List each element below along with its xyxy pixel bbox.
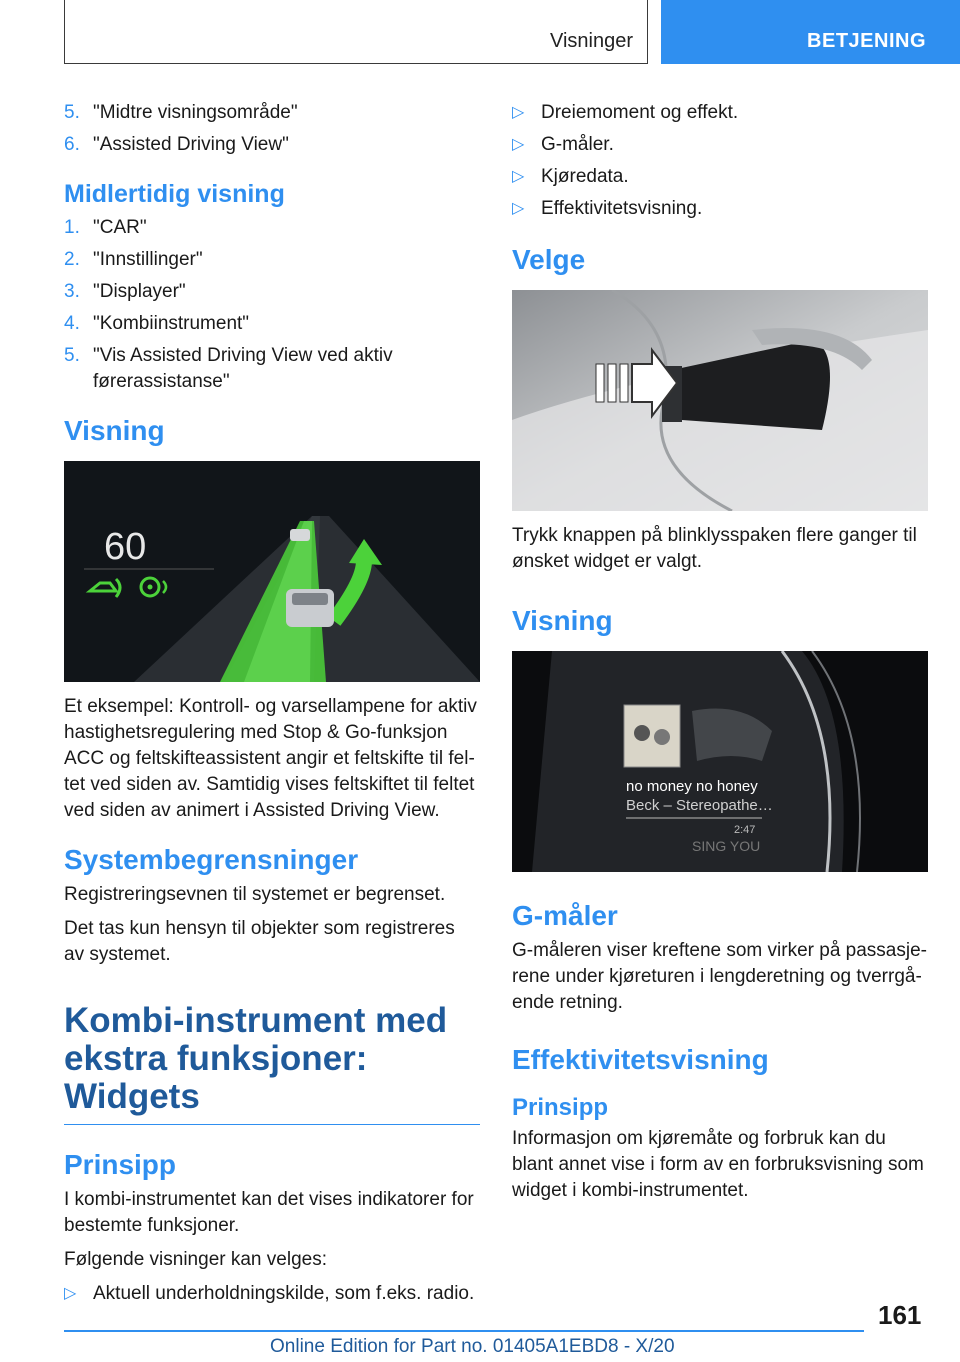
header-chapter-tab — [661, 0, 960, 64]
header-chapter-title: BETJENING — [807, 30, 926, 52]
heading-widgets: Kombi-instrument med ekstra funksjoner: Widgets — [64, 1002, 480, 1125]
list-item — [512, 196, 928, 222]
footer-edition: Online Edition for Part no. 01405A1EBD8 - X/20 — [270, 1336, 675, 1357]
select-caption: Trykk knappen på blinklysspaken flere ganger til ønsket widget er valgt. — [512, 525, 917, 572]
background-text: SING YOU — [692, 838, 761, 854]
left-column — [64, 100, 480, 1313]
list-text: "Vis Assisted Driving View ved aktiv førerassistanse" — [93, 345, 393, 392]
footer-rule — [64, 1330, 864, 1332]
list-text: Aktuell underholdningskilde, som f.eks. radio. — [93, 1283, 475, 1304]
list-number: 5. — [64, 345, 80, 366]
list-number: 4. — [64, 313, 80, 334]
triangle-bullet-icon: ▷ — [512, 200, 525, 217]
figure1-caption: Et eksempel: Kontroll- og varsellampene for aktiv hastighetsregulering med Stop & Go-funksjon ACC og feltskifteassistent angir et feltskifte til fel-tet ved siden av. Samtidig vises feltskiftet til feltet ved siden av animert i Assisted Driving View. — [64, 696, 477, 821]
list-item — [512, 132, 928, 158]
list-text: "Midtre visningsområde" — [93, 102, 298, 123]
track-time: 2:47 — [734, 824, 756, 836]
heading-temporary-view: Midlertidig visning — [64, 180, 285, 208]
triangle-bullet-icon: ▷ — [64, 1285, 77, 1302]
limits-paragraph-1: Registreringsevnen til systemet er begrenset. — [64, 884, 446, 905]
list-item — [64, 132, 480, 158]
media-widget-figure — [512, 651, 928, 872]
heading-visning-left: Visning — [64, 415, 165, 446]
list-number: 6. — [64, 134, 80, 155]
assisted-driving-view-figure — [64, 461, 480, 682]
triangle-bullet-icon: ▷ — [512, 168, 525, 185]
header-section-box — [64, 0, 648, 64]
temporary-view-steps — [64, 215, 480, 395]
list-number: 3. — [64, 281, 80, 302]
list-text: "Displayer" — [93, 281, 186, 302]
speed-readout: 60 — [104, 526, 147, 568]
triangle-bullet-icon: ▷ — [512, 136, 525, 153]
track-artist: Beck – Stereopathe… — [626, 797, 773, 814]
list-item — [64, 311, 480, 337]
heading-principle-left: Prinsipp — [64, 1149, 177, 1180]
track-title: no money no honey — [626, 778, 758, 795]
choices-list-right — [512, 100, 928, 222]
choices-list-left — [64, 1281, 480, 1307]
list-item — [64, 279, 480, 305]
page-number: 161 — [878, 1300, 922, 1330]
heading-select: Velge — [512, 244, 586, 275]
heading-principle-right: Prinsipp — [512, 1094, 609, 1121]
list-text: "Innstillinger" — [93, 249, 203, 270]
list-number: 2. — [64, 249, 80, 270]
list-text: "CAR" — [93, 217, 147, 238]
list-item — [64, 215, 480, 241]
list-item — [512, 100, 928, 126]
principle-paragraph: I kombi-instrumentet kan det vises indikatorer for bestemte funksjoner. — [64, 1189, 474, 1236]
list-text: "Kombiinstrument" — [93, 313, 250, 334]
list-text: Dreiemoment og effekt. — [541, 102, 739, 123]
list-text: "Assisted Driving View" — [93, 134, 289, 155]
list-item — [64, 1281, 480, 1307]
list-item — [64, 100, 480, 126]
heading-efficiency: Effektivitetsvisning — [512, 1044, 769, 1075]
list-item — [64, 247, 480, 273]
right-column — [512, 100, 928, 1212]
gmeter-paragraph: G-måleren viser kreftene som virker på passasje-rene under kjøreturen i lengderetning og tverrgå-ende retning. — [512, 940, 927, 1013]
triangle-bullet-icon: ▷ — [512, 104, 525, 121]
header-section-title: Visninger — [549, 30, 633, 52]
heading-system-limits: Systembegrensninger — [64, 844, 359, 875]
heading-gmeter: G-måler — [512, 900, 618, 931]
list-number: 1. — [64, 217, 80, 238]
list-item — [64, 343, 480, 395]
list-number: 5. — [64, 102, 80, 123]
choices-intro: Følgende visninger kan velges: — [64, 1249, 327, 1270]
menu-path-list-top — [64, 100, 480, 158]
list-text: G-måler. — [541, 134, 614, 155]
efficiency-paragraph: Informasjon om kjøremåte og forbruk kan du blant annet vise i form av en forbruksvisning som widget i kombi-instrumentet. — [512, 1128, 924, 1201]
list-text: Kjøredata. — [541, 166, 629, 187]
limits-paragraph-2: Det tas kun hensyn til objekter som registreres av systemet. — [64, 918, 455, 965]
list-item — [512, 164, 928, 190]
list-text: Effektivitetsvisning. — [541, 198, 703, 219]
turn-signal-lever-figure — [512, 290, 928, 511]
heading-visning-right: Visning — [512, 605, 613, 636]
